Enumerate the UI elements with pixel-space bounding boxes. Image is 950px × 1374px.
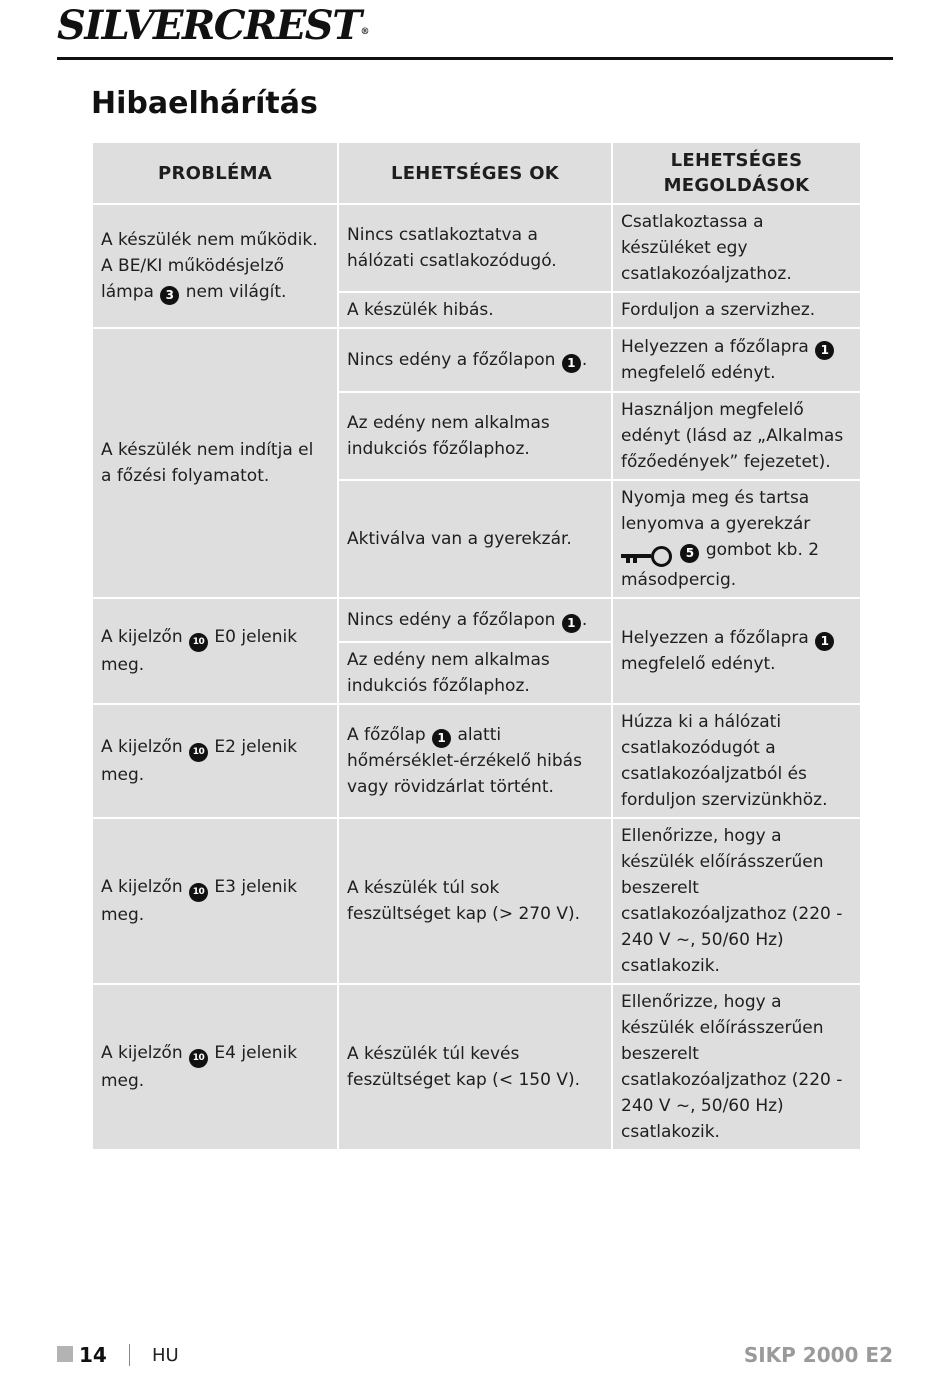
page-title: Hibaelhárítás <box>91 86 318 121</box>
cause-cell <box>338 328 612 392</box>
problem-text: A kijelzőn <box>101 626 183 647</box>
header-problem: PROBLÉMA <box>92 142 338 204</box>
cause-cell: Az edény nem alkalmas indukciós főzőlaphoz. <box>338 642 612 704</box>
footer-square-icon <box>57 1346 73 1362</box>
problem-text: E3 jelenik meg. <box>101 876 298 925</box>
solution-text: gombot kb. 2 másodpercig. <box>621 540 820 590</box>
cause-cell: Aktiválva van a gyerekzár. <box>338 480 612 598</box>
cause-cell: A készülék túl sok feszültséget kap (> 270 V). <box>338 818 612 984</box>
ref-number-icon: 10 <box>189 743 208 762</box>
header-solution: LEHETSÉGES MEGOLDÁSOK <box>612 142 861 204</box>
table-header-row <box>92 142 861 204</box>
cause-cell <box>338 598 612 642</box>
table-row <box>92 328 861 392</box>
header-rule <box>57 57 893 60</box>
cause-cell <box>338 704 612 818</box>
table-row <box>92 818 861 984</box>
ref-number-icon: 3 <box>160 286 179 305</box>
problem-text: A készülék nem működik. A BE/KI működésjelző lámpa <box>101 230 318 302</box>
brand-name: SILVERCREST <box>57 2 361 49</box>
cause-text: . <box>581 609 588 630</box>
cause-cell: A készülék hibás. <box>338 292 612 328</box>
table-row <box>92 598 861 642</box>
ref-number-icon: 10 <box>189 1049 208 1068</box>
problem-cell <box>92 204 338 328</box>
child-lock-key-icon <box>621 546 672 567</box>
cause-text: Nincs edény a főzőlapon <box>347 609 556 630</box>
solution-cell: Ellenőrizze, hogy a készülék előírásszerűen beszerelt csatlakozóaljzathoz (220 - 240 V ~, 50/60 Hz) csatlakozik. <box>612 818 861 984</box>
solution-cell: Csatlakoztassa a készüléket egy csatlakozóaljzathoz. <box>612 204 861 292</box>
ref-number-icon: 1 <box>562 354 581 373</box>
ref-number-icon: 5 <box>680 544 699 563</box>
model-name: SIKP 2000 E2 <box>743 1343 893 1367</box>
ref-number-icon: 1 <box>432 729 451 748</box>
registered-mark: ® <box>360 27 370 37</box>
header-cause: LEHETSÉGES OK <box>338 142 612 204</box>
problem-text: E4 jelenik meg. <box>101 1042 298 1091</box>
solution-cell <box>612 598 861 704</box>
cause-text: . <box>581 350 588 370</box>
cause-cell: Nincs csatlakoztatva a hálózati csatlakozódugó. <box>338 204 612 292</box>
problem-text: A kijelzőn <box>101 736 183 757</box>
problem-text: A kijelzőn <box>101 876 183 897</box>
cause-cell: A készülék túl kevés feszültséget kap (< 150 V). <box>338 984 612 1150</box>
solution-text: megfelelő edényt. <box>621 363 776 383</box>
ref-number-icon: 10 <box>189 633 208 652</box>
solution-cell: Használjon megfelelő edényt (lásd az „Alkalmas főzőedények” fejezetet). <box>612 392 861 480</box>
troubleshooting-table <box>91 141 862 1151</box>
cause-cell: Az edény nem alkalmas indukciós főzőlaphoz. <box>338 392 612 480</box>
solution-text: megfelelő edényt. <box>621 653 776 674</box>
solution-text: Helyezzen a főzőlapra <box>621 627 809 648</box>
problem-text: E0 jelenik meg. <box>101 626 298 675</box>
cause-text: alatti hőmérséklet-érzékelő hibás vagy rövidzárlat történt. <box>347 724 582 797</box>
cause-text: A főzőlap <box>347 724 426 745</box>
solution-cell: Húzza ki a hálózati csatlakozódugót a csatlakozóaljzatból és forduljon szervizünkhöz. <box>612 704 861 818</box>
table-row <box>92 984 861 1150</box>
ref-number-icon: 1 <box>815 632 834 651</box>
problem-cell <box>92 818 338 984</box>
table-row <box>92 704 861 818</box>
brand-logo <box>57 2 369 50</box>
solution-cell <box>612 480 861 598</box>
problem-text: E2 jelenik meg. <box>101 736 298 785</box>
ref-number-icon: 10 <box>189 883 208 902</box>
solution-cell: Forduljon a szervizhez. <box>612 292 861 328</box>
solution-cell <box>612 328 861 392</box>
problem-cell <box>92 984 338 1150</box>
ref-number-icon: 1 <box>815 341 834 360</box>
solution-cell: Ellenőrizze, hogy a készülék előírásszerűen beszerelt csatlakozóaljzathoz (220 - 240 V ~, 50/60 Hz) csatlakozik. <box>612 984 861 1150</box>
cause-text: Nincs edény a főzőlapon <box>347 350 556 370</box>
problem-cell: A készülék nem indítja el a főzési folyamatot. <box>92 328 338 598</box>
footer-divider <box>129 1344 130 1366</box>
solution-text: Helyezzen a főzőlapra <box>621 337 809 357</box>
problem-text: A kijelzőn <box>101 1042 183 1063</box>
problem-cell <box>92 598 338 704</box>
solution-text: Nyomja meg és tartsa lenyomva a gyerekzár <box>621 488 811 534</box>
ref-number-icon: 1 <box>562 614 581 633</box>
problem-cell <box>92 704 338 818</box>
page-number: 14 <box>79 1343 107 1367</box>
table-row <box>92 204 861 292</box>
problem-text: nem világít. <box>185 282 287 302</box>
language-code: HU <box>152 1345 179 1366</box>
